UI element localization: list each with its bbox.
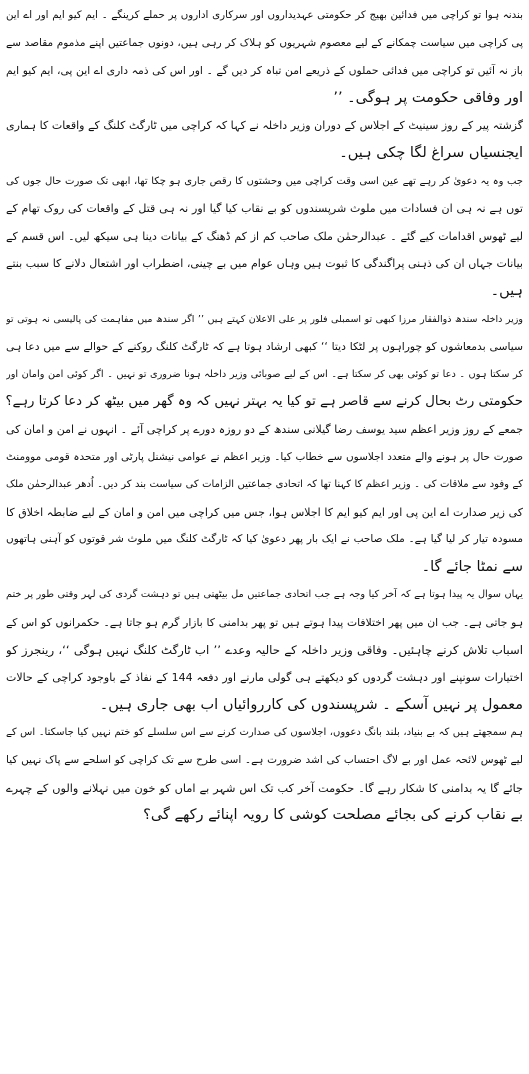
article-line: مسودہ تیار کر لیا گیا ہے۔ ملک صاحب نے ایک بار پھر دعویٰ کیا کہ ٹارگٹ کلنگ میں ملوث شر قوتوں کو آہنی ہاتھوں (6, 533, 523, 546)
article-line: کی زیر صدارت اے این پی اور ایم کیو ایم کا اجلاس ہوا، جس میں کراچی میں امن و امان کے لیے ضابطہ اخلاق کا (6, 505, 523, 519)
article-paragraph-4 (6, 306, 523, 416)
article-paragraph-2 (6, 112, 523, 167)
article-line: گزشتہ پیر کے روز سینیٹ کے اجلاس کے دوران وزیر داخلہ نے کہا کہ کراچی میں ٹارگٹ کلنگ کے واقعات کا ہماری (6, 119, 523, 133)
article-line: اختیارات سونپنے اور دہشت گردوں کو دیکھتے ہی گولی مارنے اور دفعہ 144 کے نفاذ کے باوجود کراچی کے حالات (6, 671, 523, 685)
article-line: اور وفاقی حکومت پر ہوگی۔ ’’ (333, 89, 523, 106)
article-line: ہیں۔ (490, 282, 523, 299)
article-line: جائے گا یہ بدامنی کا شکار رہے گا۔ حکومت آخر کب تک اس شہر بے اماں کو خون میں نہلانے والوں کے چہرے (6, 781, 523, 795)
article-paragraph-5 (6, 416, 523, 582)
article-paragraph-6 (6, 581, 523, 719)
article-line: جمعے کے روز وزیر اعظم سید یوسف رضا گیلانی سندھ کے دو روزہ دورے پر کراچی آئے ۔ انہوں نے امن و امان کی (6, 422, 523, 436)
article-line: اسباب تلاش کرنے چاہئیں۔ وفاقی وزیر داخلہ کے حالیہ وعدے ’’ اب ٹارگٹ کلنگ نہیں ہوگی ‘‘، رینجرز کو (6, 642, 523, 657)
article-line: توں ہے نہ ہی ان فسادات میں ملوث شرپسندوں کو بے نقاب کیا گیا اور نہ ہی قتل کے واقعات کی روک تھام کے (6, 202, 523, 216)
article-line: کے وفود سے ملاقات کی ۔ وزیر اعظم کا کہنا تھا کہ اتحادی جماعتیں الزامات کی سیاست بند کر دیں۔ اُدھر عبدالرحمٰن ملک (6, 479, 523, 491)
article-line: ہو جاتی ہے۔ جب ان میں پھر اختلافات پیدا ہوتے ہیں تو پھر بدامنی کا بازار گرم ہو جاتا ہے۔ حکمرانوں کو اس کے (6, 616, 523, 630)
article-line: بے نقاب کرنے کی بجائے مصلحت کوشی کا رویہ اپنائے رکھے گی؟ (143, 807, 523, 824)
article-line: حکومتی رٹ بحال کرنے سے قاصر ہے تو کیا یہ بہتر نہیں کہ وہ گھر میں بیٹھ کر دعا کرتا رہے؟ (6, 394, 523, 410)
article-line: سے نمٹا جائے گا۔ (421, 558, 523, 575)
article-paragraph-1 (6, 2, 523, 112)
article-line: پی کراچی میں سیاست چمکانے کے لیے معصوم شہریوں کو ہلاک کر رہی ہیں، دونوں جماعتیں اپنے مذموم مقاصد سے (6, 36, 523, 49)
article-line: صورت حال پر ہونے والے متعدد اجلاسوں سے خطاب کیا۔ وزیر اعظم نے عوامی نیشنل پارٹی اور متحدہ قومی موومنٹ (6, 450, 523, 463)
article-line: لیے ٹھوس اقدامات کیے گئے ۔ عبدالرحمٰن ملک صاحب کم از کم ڈھنگ کے بیانات دینا ہی سیکھ لیں۔ اس قسم کے (6, 229, 523, 243)
article-line: وزیر داخلہ سندھ ذوالفقار مرزا کبھی تو اسمبلی فلور پر علی الاعلان کہتے ہیں ’’ اگر سندھ میں مفاہمت کی پالیسی نہ ہوتی تو (6, 313, 523, 325)
article-line: باز نہ آئیں تو کراچی میں فدائی حملوں کے ذریعے امن تباہ کر دیں گے ۔ اور اس کی ذمہ داری اے این پی، ایم کیو ایم (6, 64, 523, 78)
article-line: معمول پر نہیں آسکے ۔ شرپسندوں کی کارروائیاں اب بھی جاری ہیں۔ (99, 696, 523, 713)
article-line: ہم سمجھتے ہیں کہ بے بنیاد، بلند بانگ دعووں، اجلاسوں کی صدارت کرنے سے اس سلسلے کو ختم نہیں کیا جاسکتا۔ اس کے (6, 727, 523, 739)
article-paragraph-3 (6, 168, 523, 306)
article-paragraph-7 (6, 719, 523, 829)
article-line: سیاسی بدمعاشوں کو چوراہوں پر لٹکا دیتا ‘‘ کبھی ارشاد ہوتا ہے کہ ٹارگٹ کلنگ روکنے کے حوالے سے میں دعا ہی (6, 340, 523, 354)
article-line: کر سکتا ہوں ۔ دعا تو کوئی بھی کر سکتا ہے۔ اس کے لیے صوبائی وزیر داخلہ ہونا ضروری تو نہیں ۔ اگر کوئی امن وامان اور (6, 368, 523, 380)
article-line: بندنہ ہوا تو کراچی میں فدائین بھیج کر حکومتی عہدیداروں اور سرکاری اداروں پر حملے کرینگے ۔ ایم کیو ایم اور اے این (6, 9, 523, 21)
article-line: ایجنسیاں سراغ لگا چکی ہیں۔ (339, 144, 523, 161)
article-line: لیے ٹھوس لائحہ عمل اور بے لاگ احتساب کی اشد ضرورت ہے۔ اسی طرح سے تک کراچی کو اسلحے سے پاک نہیں کیا (6, 754, 523, 767)
article-line: یہاں سوال یہ پیدا ہوتا ہے کہ آخر کیا وجہ ہے جب اتحادی جماعتیں مل بیٹھتی ہیں تو دہشت گردی کی لہر وقتی طور پر ختم (6, 589, 523, 601)
article-line: جب وہ یہ دعویٰ کر رہے تھے عین اسی وقت کراچی میں وحشتوں کا رقص جاری ہو چکا تھا، ابھی تک صورت حال جوں کی (6, 175, 523, 187)
article-line: بیانات جہاں ان کی ذہنی پراگندگی کا ثبوت ہیں وہاں عوام میں بے چینی، اضطراب اور اشتعال دلانے کا سبب بنتے (6, 257, 523, 271)
